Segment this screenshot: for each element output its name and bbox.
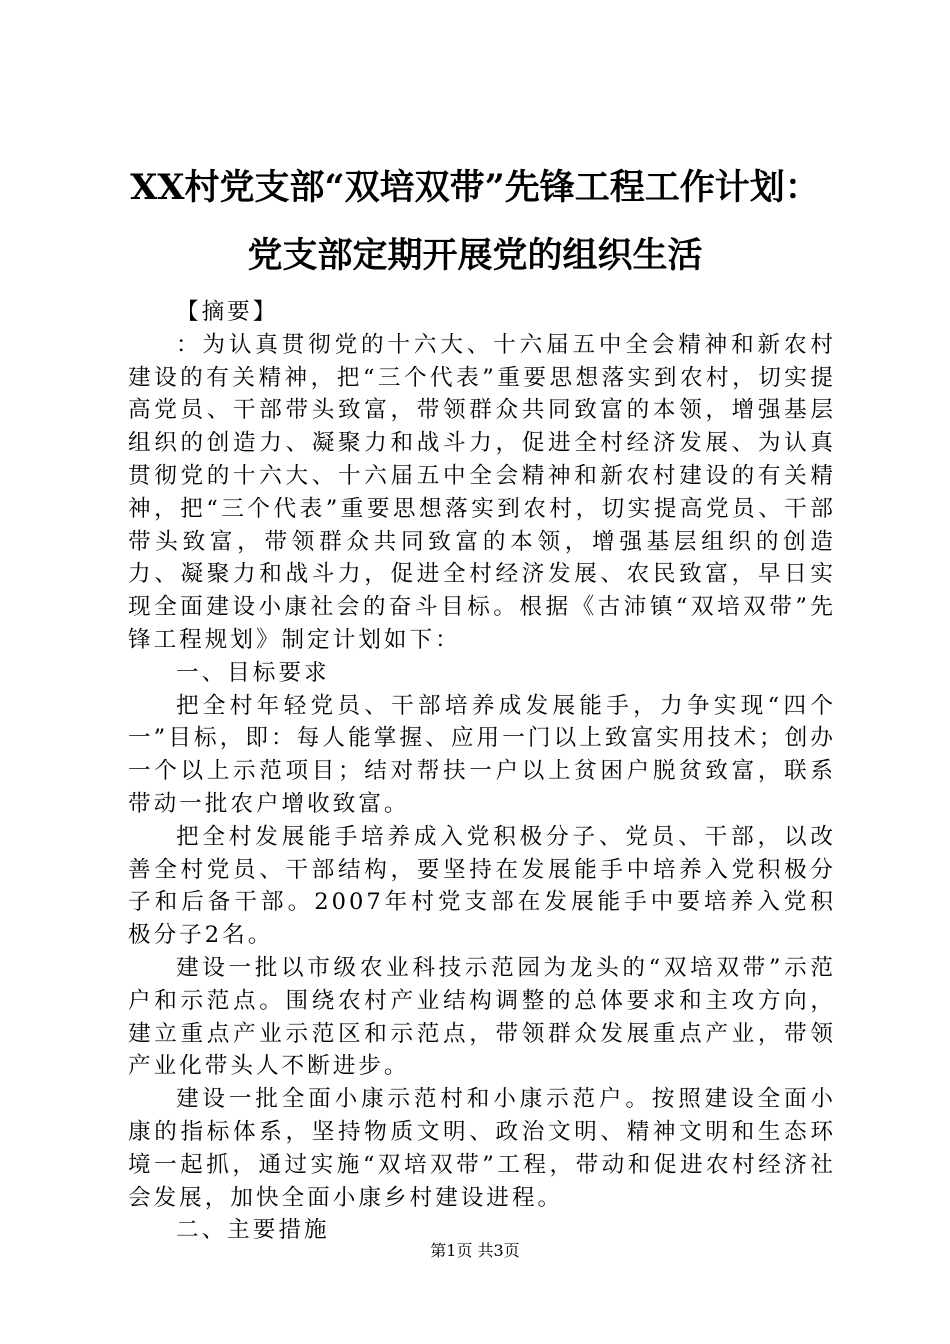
body-paragraph: 建设一批全面小康示范村和小康示范户。按照建设全面小康的指标体系，坚持物质文明、政治文明、精神文明和生态环境一起抓，通过实施“双培双带”工程，带动和促进农村经济社会发展，加快全面小康乡村建设进程。 (128, 1086, 836, 1211)
body-paragraph: 建设一批以市级农业科技示范园为龙头的“双培双带”示范户和示范点。围绕农村产业结构调整的总体要求和主攻方向，建立重点产业示范区和示范点，带领群众发展重点产业，带领产业化带头人不断进步。 (128, 954, 836, 1080)
document-title-line-2: 党支部定期开展党的组织生活 (247, 235, 703, 276)
body-paragraph: 把全村发展能手培养成入党积极分子、党员、干部，以改善全村党员、干部结构，要坚持在发展能手中培养入党积极分子和后备干部。2007年村党支部在发展能手中要培养入党积极分子2名。 (128, 823, 836, 949)
section-heading-measures: 二、主要措施 (176, 1217, 330, 1244)
document-body (128, 296, 836, 1247)
body-paragraph: 把全村年轻党员、干部培养成发展能手，力争实现“四个一”目标，即：每人能掌握、应用一门以上致富实用技术；创办一个以上示范项目；结对帮扶一户以上贫困户脱贫致富，联系带动一批农户增收致富。 (128, 692, 836, 817)
document-title-line-1: XX村党支部“双培双带”先锋工程工作计划： (130, 167, 820, 208)
section-heading-goals: 一、目标要求 (176, 659, 330, 686)
abstract-heading: 【摘要】 (176, 299, 279, 325)
page-number-footer: 第1页 共3页 (430, 1241, 520, 1260)
abstract-paragraph: ：为认真贯彻党的十六大、十六届五中全会精神和新农村建设的有关精神，把“三个代表”重要思想落实到农村，切实提高党员、干部带头致富，带领群众共同致富的本领，增强基层组织的创造力、凝聚力和战斗力，促进全村经济发展、为认真贯彻党的十六大、十六届五中全会精神和新农村建设的有关精神，把“三个代表”重要思想落实到农村，切实提高党员、干部带头致富，带领群众共同致富的本领，增强基层组织的创造力、凝聚力和战斗力，促进全村经济发展、农民致富，早日实现全面建设小康社会的奋斗目标。根据《古沛镇“双培双带”先锋工程规划》制定计划如下： (128, 331, 836, 653)
